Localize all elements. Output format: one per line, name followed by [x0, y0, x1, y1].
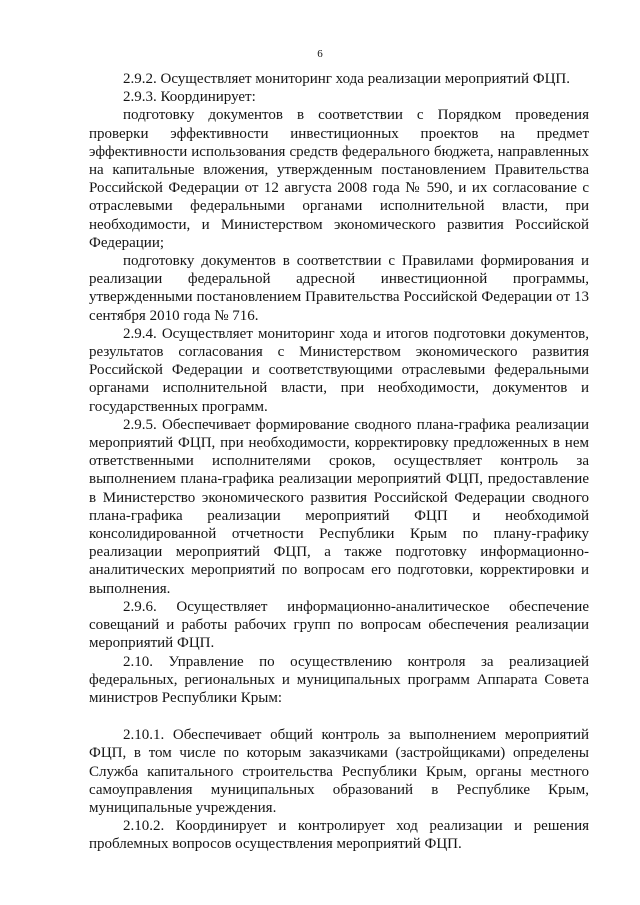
document-body [89, 70, 589, 854]
paragraph-2-10-1: 2.10.1. Обеспечивает общий контроль за выполнением мероприятий ФЦП, в том числе по которым заказчиками (застройщиками) определены Служба капитального строительства Республики Крым, органы местного самоуправления муниципальных образований в Республике Крым, муниципальные учреждения. [89, 727, 589, 816]
paragraph-2-10: 2.10. Управление по осуществлению контроля за реализацией федеральных, региональных и муниципальных программ Аппарата Совета министров Республики Крым: [89, 653, 589, 706]
paragraph-2-9-3-item-2: подготовку документов в соответствии с Правилами формирования и реализации федеральной адресной инвестиционной программы, утвержденными постановлением Правительства Российской Федерации от 13 сентября 2010 года № 716. [89, 253, 589, 324]
paragraph-2-9-3-item-1: подготовку документов в соответствии с Порядком проведения проверки эффективности инвестиционных проектов на предмет эффективности использования средств федерального бюджета, направленных на капитальные вложения, утвержденным постановлением Правительства Российской Федерации от 12 августа 2008 года № 590, и их согласование с отраслевыми федеральными органами исполнительной власти, при необходимости, и Министерством экономического развития Российской Федерации; [89, 107, 589, 251]
paragraph-2-9-2: 2.9.2. Осуществляет мониторинг хода реализации мероприятий ФЦП. [123, 71, 571, 87]
paragraph-2-9-4: 2.9.4. Осуществляет мониторинг хода и итогов подготовки документов, результатов согласования с Министерством экономического развития Российской Федерации и соответствующими отраслевыми федеральными органами исполнительной власти, при необходимости, документов и государственных программ. [89, 325, 589, 415]
paragraph-2-9-3: 2.9.3. Координирует: [123, 89, 256, 106]
page-number: 6 [317, 48, 323, 60]
paragraph-2-10-2: 2.10.2. Координирует и контролирует ход реализации и решения проблемных вопросов осуществления мероприятий ФЦП. [89, 818, 589, 853]
paragraph-2-9-5: 2.9.5. Обеспечивает формирование сводного плана-графика реализации мероприятий ФЦП, при необходимости, корректировку предложенных в нем ответственными исполнителями сроков, осуществляет контроль за выполнением плана-графика реализации мероприятий ФЦП, предоставление в Министерство экономического развития Российской Федерации сводного плана-графика реализации мероприятий ФЦП и необходимой консолидированной отчетности Республики Крым по плану-графику реализации мероприятий ФЦП, а также подготовку информационно-аналитических мероприятий по вопросам его подготовки, корректировки и выполнения. [89, 416, 589, 597]
paragraph-2-9-6: 2.9.6. Осуществляет информационно-аналитическое обеспечение совещаний и работы рабочих групп по вопросам обеспечения реализации мероприятий ФЦП. [89, 598, 589, 652]
